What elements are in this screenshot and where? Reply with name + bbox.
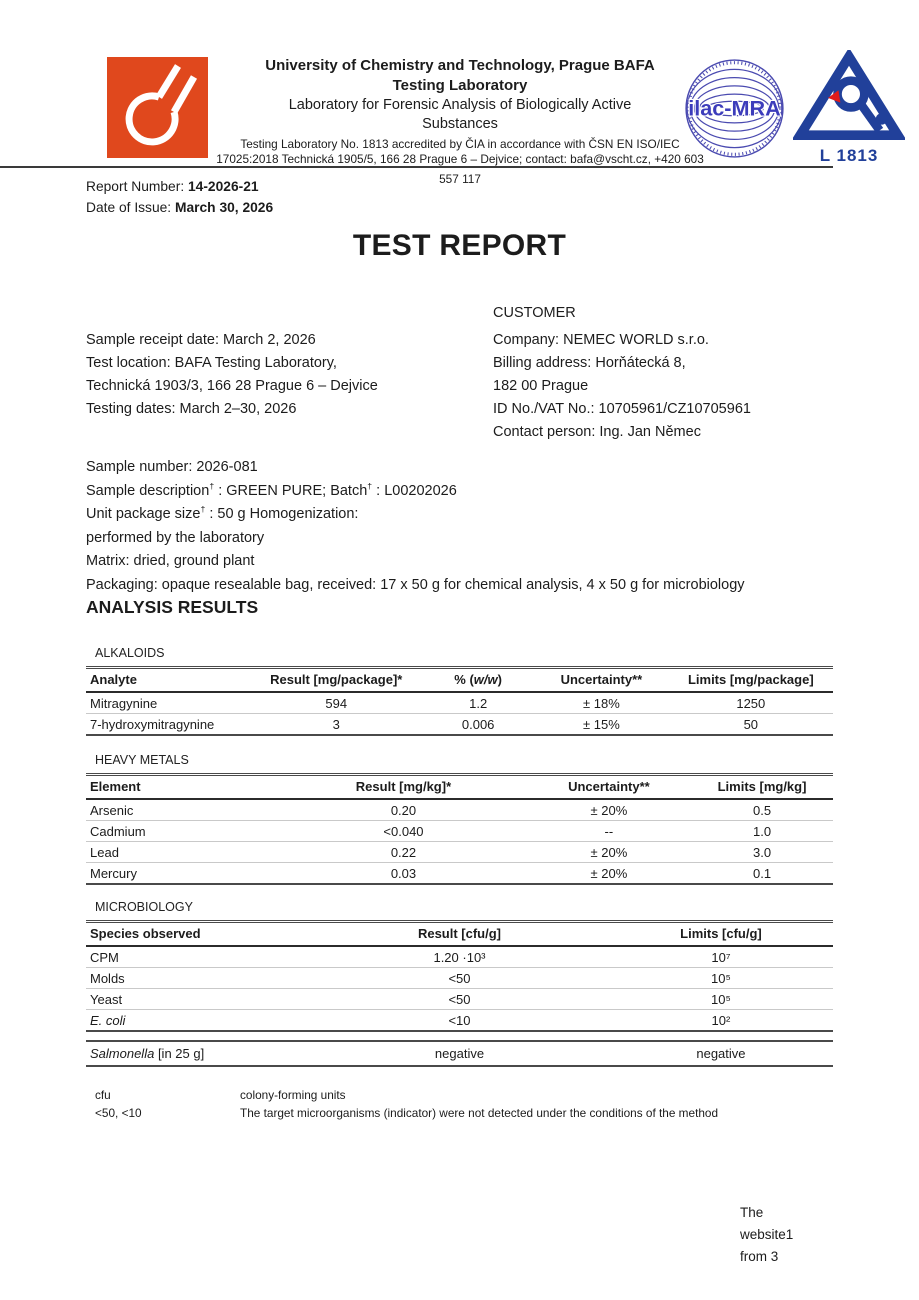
alkaloids-section-label: ALKALOIDS [95, 646, 165, 660]
table-cell: 0.20 [280, 799, 527, 821]
cia-accreditation-number: L 1813 [819, 146, 879, 165]
text-line: Testing Laboratory [392, 77, 528, 94]
text-line: Company: NEMEC WORLD s.r.o. [493, 332, 709, 348]
phone-continuation: 557 117 [439, 172, 481, 186]
table-header-row [86, 775, 833, 800]
footnote [95, 1104, 718, 1122]
table-cell: -- [527, 821, 691, 842]
date-of-issue-label: Date of Issue: [86, 200, 175, 215]
table-cell: 10⁵ [609, 968, 833, 989]
table-cell: 1.20 ·10³ [310, 946, 609, 968]
table-cell: Arsenic [86, 799, 280, 821]
ilac-mra-text: ilac-MRA [688, 95, 781, 121]
table-cell: 0.1 [752, 865, 772, 881]
table-cell: Lead [86, 842, 280, 863]
table-row [86, 842, 833, 863]
column-header: Uncertainty** [527, 775, 691, 800]
table-cell: ± 20% [527, 799, 691, 821]
table-cell: 50 [743, 716, 759, 732]
customer-info-block [493, 329, 853, 444]
footnote-term: <50, <10 [95, 1106, 142, 1120]
table-cell: E. coli [90, 1012, 126, 1028]
text-line: Test location: BAFA Testing Laboratory, [86, 355, 337, 371]
test-info-block [86, 329, 476, 421]
heavy-metals-section-label: HEAVY METALS [95, 753, 189, 767]
date-of-issue-value: March 30, 2026 [174, 200, 274, 215]
table-cell: 0.03 [390, 865, 417, 881]
column-header: Species observed [86, 922, 310, 947]
table-header-row [86, 922, 833, 947]
table-cell: 10² [711, 1012, 731, 1028]
table-cell: 0.006 [461, 716, 495, 732]
table-cell: <50 [310, 968, 609, 989]
text-line: performed by the laboratory [86, 529, 265, 546]
salmonella-species: Salmonella [90, 1046, 155, 1061]
organization-name [168, 56, 752, 96]
ilac-mra-icon [683, 57, 786, 160]
table-row [86, 946, 833, 968]
alkaloids-table [86, 666, 833, 736]
text-line: website1 [740, 1227, 794, 1242]
footnotes [95, 1086, 718, 1122]
text-line: Sample number: 2026-081 [86, 459, 258, 475]
column-header: Limits [mg/kg] [691, 775, 833, 800]
column-header: Limits [cfu/g] [609, 922, 833, 947]
table-row [86, 821, 833, 842]
table-row [86, 1010, 833, 1032]
table-row [86, 863, 833, 885]
footnote [95, 1086, 718, 1104]
text-line: Testing Laboratory No. 1813 accredited by ČIA in accordance with ČSN EN ISO/IEC [240, 137, 680, 151]
text-line: 182 00 Prague [493, 378, 589, 394]
table-cell: Mercury [90, 865, 137, 881]
table-row [86, 714, 833, 736]
table-cell: 1.0 [691, 821, 833, 842]
header-divider [0, 166, 833, 168]
column-header: Result [mg/package]* [250, 668, 422, 693]
table-row [86, 968, 833, 989]
text-line: Technická 1903/3, 166 28 Prague 6 – Dejvice [86, 378, 378, 394]
table-cell: 10⁷ [609, 946, 833, 968]
text-line: Billing address: Horňátecká 8, [493, 355, 686, 371]
footnote-term: cfu [95, 1088, 111, 1102]
table-cell: Cadmium [86, 821, 280, 842]
text-line: Sample description† : GREEN PURE; Batch† : L00202026 [86, 480, 457, 499]
report-number-value: 14-2026-21 [187, 179, 259, 194]
table-cell: 1250 [669, 692, 833, 714]
page-title: TEST REPORT [352, 229, 567, 262]
text-line: Laboratory for Forensic Analysis of Biologically Active [288, 97, 632, 113]
laboratory-name [168, 96, 752, 134]
table-cell: ± 15% [583, 716, 620, 732]
letterhead [168, 56, 752, 167]
table-cell: 10⁵ [609, 989, 833, 1010]
heavy-metals-table [86, 773, 833, 885]
customer-heading: CUSTOMER [493, 305, 576, 321]
column-header: Limits [mg/package] [669, 668, 833, 693]
cia-accreditation-logo [791, 50, 907, 166]
date-of-issue-line [86, 197, 273, 218]
table-cell: ± 20% [590, 865, 628, 881]
table-cell: 594 [250, 692, 422, 714]
salmonella-limit: negative [696, 1046, 746, 1061]
text-line: University of Chemistry and Technology, Prague BAFA [265, 57, 655, 74]
table-cell: 3 [332, 716, 340, 732]
table-cell: 0.5 [691, 799, 833, 821]
microbiology-table [86, 920, 833, 1032]
text-line: Unit package size† : 50 g Homogenization: [86, 504, 359, 522]
text-line: Substances [422, 116, 498, 132]
salmonella-table [86, 1040, 833, 1067]
sample-description-block [86, 456, 856, 597]
table-cell: 1.2 [422, 692, 534, 714]
ilac-mra-logo [683, 57, 786, 160]
column-header: Analyte [86, 668, 250, 693]
text-line: from 3 [740, 1249, 779, 1264]
report-number-label: Report Number: [86, 179, 188, 194]
salmonella-qualifier: [in 25 g] [154, 1046, 205, 1061]
table-row [86, 1041, 833, 1066]
text-line: 17025:2018 Technická 1905/5, 166 28 Prague 6 – Dejvice; contact: bafa@vscht.cz, +420 603 [216, 152, 704, 166]
column-header: Element [86, 775, 280, 800]
report-number-line [86, 176, 273, 197]
text-line: Matrix: dried, ground plant [86, 553, 255, 569]
table-cell: ± 20% [527, 842, 691, 863]
column-header: Result [cfu/g] [310, 922, 609, 947]
text-line: Contact person: Ing. Jan Němec [493, 424, 701, 440]
table-cell: Molds [86, 968, 310, 989]
table-cell: <10 [448, 1012, 471, 1028]
footnote-definition: colony-forming units [240, 1088, 346, 1102]
table-cell: CPM [86, 946, 310, 968]
report-meta [86, 176, 273, 218]
text-line: ID No./VAT No.: 10705961/CZ10705961 [493, 401, 751, 417]
table-cell: Mitragynine [86, 692, 250, 714]
page-footer [740, 1202, 793, 1268]
column-header: Uncertainty** [534, 668, 668, 693]
text-line: Sample receipt date: March 2, 2026 [86, 332, 316, 348]
table-cell: <50 [310, 989, 609, 1010]
text-line: The [740, 1205, 764, 1220]
salmonella-result: negative [434, 1046, 485, 1061]
table-cell: 0.22 [280, 842, 527, 863]
table-cell: 7-hydroxymitragynine [90, 716, 215, 732]
table-row [86, 799, 833, 821]
column-header: Result [mg/kg]* [280, 775, 527, 800]
column-header: % (w/w) [422, 668, 534, 693]
table-row [86, 989, 833, 1010]
table-cell: ± 18% [534, 692, 668, 714]
table-cell: Yeast [86, 989, 310, 1010]
microbiology-section-label: MICROBIOLOGY [95, 900, 193, 914]
table-cell: 3.0 [691, 842, 833, 863]
footnote-definition: The target microorganisms (indicator) were not detected under the conditions of the method [240, 1106, 719, 1120]
text-line: Packaging: opaque resealable bag, received: 17 x 50 g for chemical analysis, 4 x 50 g for microbiology [86, 576, 745, 593]
table-row [86, 692, 833, 714]
cia-triangle-icon [793, 50, 905, 140]
table-cell: <0.040 [280, 821, 527, 842]
accreditation-note [168, 137, 752, 167]
table-header-row [86, 668, 833, 693]
text-line: Testing dates: March 2–30, 2026 [86, 401, 297, 417]
analysis-results-heading: ANALYSIS RESULTS [86, 597, 259, 617]
